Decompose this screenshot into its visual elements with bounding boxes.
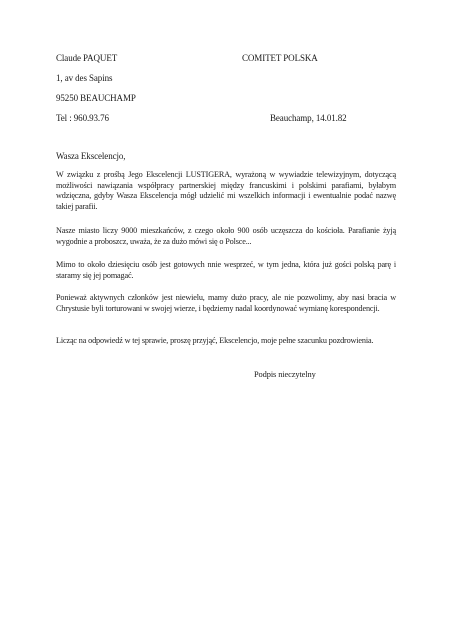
paragraph-5: Licząc na odpowiedź w tej sprawie, proszę przyjąć, Ekscelencjo, moje pełne szacunku pozdrowienia. [56,336,374,345]
place-and-date: Beauchamp, 14.01.82 [270,113,347,123]
address-city: 95250 BEAUCHAMP [56,93,136,103]
paragraph-2: Nasze miasto liczy 9000 mieszkańców, z czego około 900 osób uczęszcza do kościoła. Parafianie żyją wygodnie a proboszcz, uważa, że za dużo mówi się o Polsce... [56,226,396,246]
sender-name: Claude PAQUET [56,53,118,63]
signature: Podpis nieczytelny [254,370,316,379]
organization-name: COMITET POLSKA [242,53,318,63]
address-street: 1, av des Sapins [56,73,113,83]
paragraph-3: Mimo to około dziesięciu osób jest gotowych nnie wesprzeć, w tym jedna, która już gości polską parę i staramy się jej pomagać. [56,260,396,280]
salutation: Wasza Ekscelencjo, [56,151,126,161]
paragraph-4: Ponieważ aktywnych członków jest niewielu, mamy dużo pracy, ale nie pozwolimy, aby nasi bracia w Chrystusie byli torturowani w swojej wierze, i będziemy nadal koordynować wymianę korespondencji. [56,293,396,313]
paragraph-1: W związku z prośbą Jego Ekscelencji LUSTIGERA, wyrażoną w wywiadzie telewizyjnym, dotyczącą możliwości nawiązania współpracy partnerskiej między francuskimi i polskimi parafiami, byłabym wdzięczna, gdyby Wasza Ekscelencja mógł udzielić mi wszelkich informacji i ewentualnie podać nazwę takiej parafii. [56,170,396,211]
phone-number: Tel : 960.93.76 [56,113,109,123]
